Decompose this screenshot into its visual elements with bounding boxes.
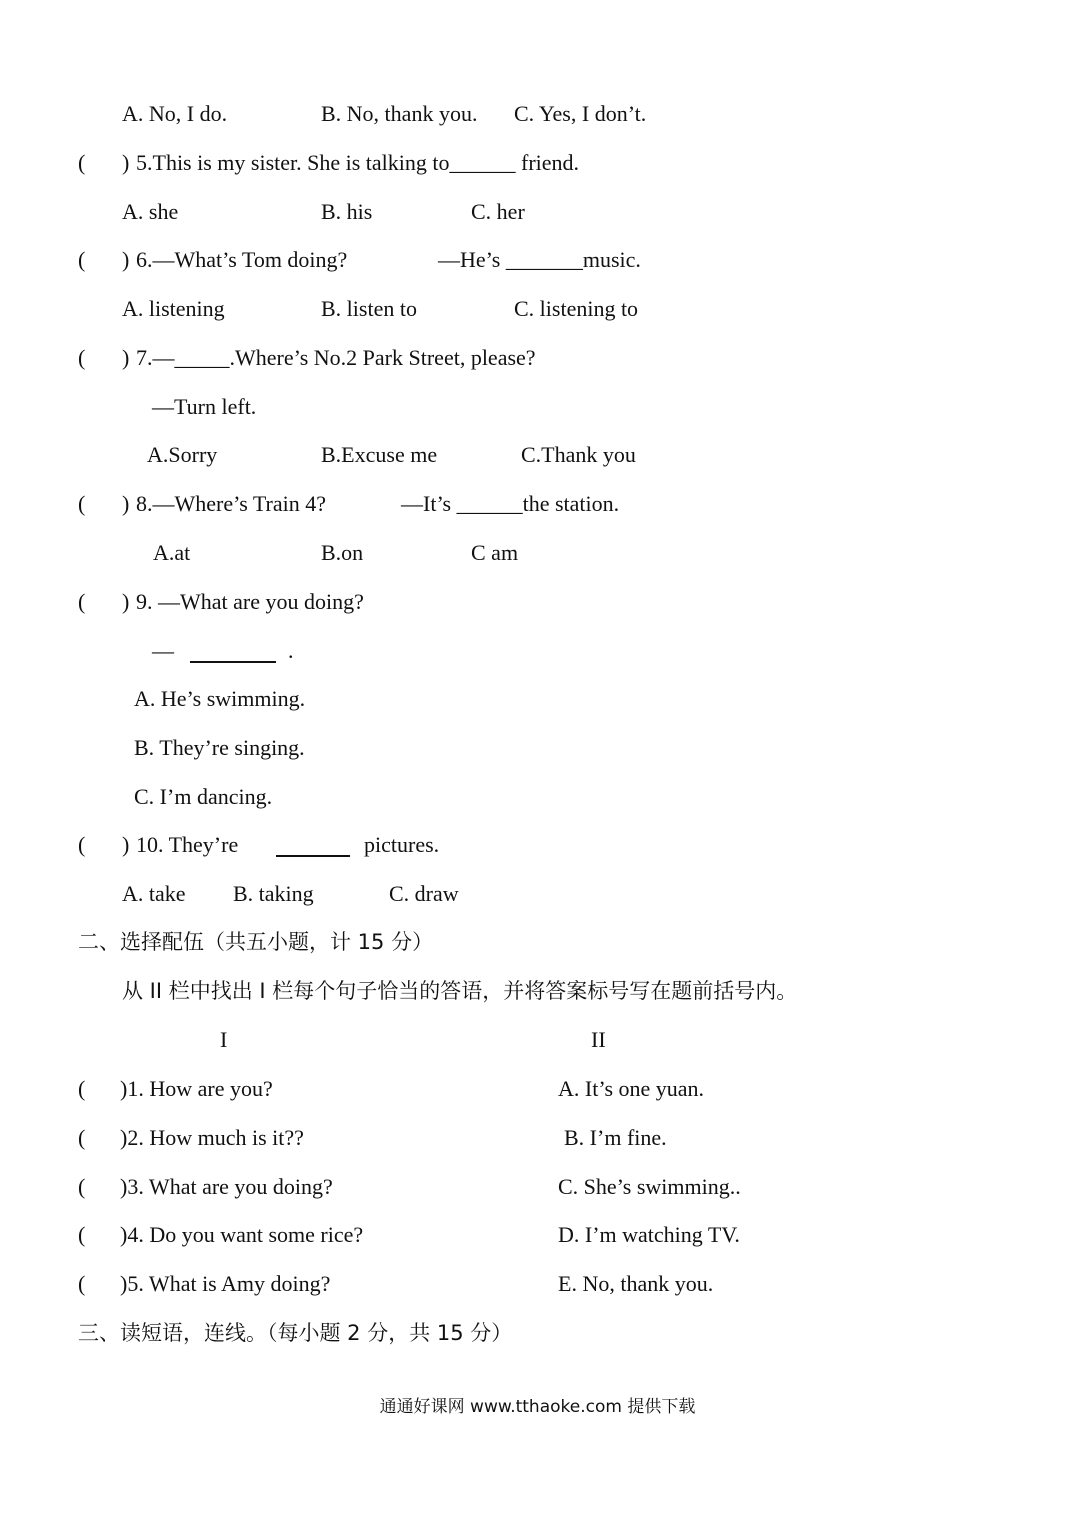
q10-option-b: B. taking	[233, 881, 314, 906]
q9-paren-close: )	[122, 589, 130, 614]
q8-paren-open: (	[78, 491, 86, 516]
match-answer-d: D. I’m watching TV.	[558, 1222, 740, 1247]
q6-paren-close: )	[122, 247, 130, 272]
q7-reply: —Turn left.	[152, 394, 257, 419]
match-item-2-paren: (	[78, 1125, 86, 1150]
q6-option-c: C. listening to	[514, 296, 639, 321]
q9-reply-end: .	[288, 638, 294, 663]
q5-paren-open: (	[78, 150, 86, 175]
q8-option-c: C am	[471, 540, 519, 565]
match-item-5-paren: (	[78, 1271, 86, 1296]
q9-option-a: A. He’s swimming.	[134, 686, 306, 711]
q7-stem: 7.—_____.Where’s No.2 Park Street, please?	[136, 345, 536, 370]
section2-instruction: 从 II 栏中找出 I 栏每个句子恰当的答语，并将答案标号写在题前括号内。	[122, 979, 798, 1003]
q9-option-b: B. They’re singing.	[134, 735, 305, 760]
q9-reply-dash: —	[152, 638, 174, 663]
match-answer-c: C. She’s swimming..	[558, 1174, 741, 1199]
q7-option-b: B.Excuse me	[321, 442, 438, 467]
match-item-4-paren: (	[78, 1222, 86, 1247]
q4-option-b: B. No, thank you.	[321, 101, 478, 126]
section2-column-2-header: II	[591, 1027, 606, 1052]
q8-paren-close: )	[122, 491, 130, 516]
q4-option-a: A. No, I do.	[122, 101, 228, 126]
match-item-1-question: )1. How are you?	[120, 1076, 273, 1101]
q5-option-c: C. her	[471, 199, 525, 224]
section2-title: 二、选择配伍（共五小题，计 15 分）	[78, 930, 434, 954]
q9-paren-open: (	[78, 589, 86, 614]
match-item-3-question: )3. What are you doing?	[120, 1174, 333, 1199]
q9-stem: 9. —What are you doing?	[136, 589, 364, 614]
q6-paren-open: (	[78, 247, 86, 272]
q10-answer-blank	[276, 831, 350, 864]
q10-stem: 10. They’re	[136, 832, 239, 857]
q6-stem-answer: —He’s _______music.	[438, 247, 641, 272]
match-item-3-paren: (	[78, 1174, 86, 1199]
page-footer: 通通好课网 www.tthaoke.com 提供下载	[379, 1397, 696, 1417]
q8-stem-answer: —It’s ______the station.	[401, 491, 620, 516]
match-item-2-question: )2. How much is it??	[120, 1125, 304, 1150]
q6-stem: 6.—What’s Tom doing?	[136, 247, 348, 272]
q10-paren-close: )	[122, 832, 130, 857]
q7-option-c: C.Thank you	[521, 442, 636, 467]
q7-paren-open: (	[78, 345, 86, 370]
q10-option-c: C. draw	[389, 881, 459, 906]
q9-answer-blank	[190, 637, 276, 670]
section3-title: 三、读短语，连线。（每小题 2 分，共 15 分）	[78, 1321, 513, 1345]
q5-stem: 5.This is my sister. She is talking to______ friend.	[136, 150, 580, 175]
q8-option-b: B.on	[321, 540, 364, 565]
q4-option-c: C. Yes, I don’t.	[514, 101, 647, 126]
q5-option-a: A. she	[122, 199, 179, 224]
match-answer-a: A. It’s one yuan.	[558, 1076, 705, 1101]
q10-paren-open: (	[78, 832, 86, 857]
match-item-4-question: )4. Do you want some rice?	[120, 1222, 364, 1247]
q9-option-c: C. I’m dancing.	[134, 784, 273, 809]
q10-stem-end: pictures.	[364, 832, 440, 857]
match-item-1-paren: (	[78, 1076, 86, 1101]
q5-paren-close: )	[122, 150, 130, 175]
q8-stem: 8.—Where’s Train 4?	[136, 491, 327, 516]
match-item-5-question: )5. What is Amy doing?	[120, 1271, 331, 1296]
q8-option-a: A.at	[153, 540, 191, 565]
q7-paren-close: )	[122, 345, 130, 370]
q5-option-b: B. his	[321, 199, 373, 224]
section2-column-1-header: I	[220, 1027, 228, 1052]
q6-option-b: B. listen to	[321, 296, 417, 321]
q7-option-a: A.Sorry	[147, 442, 218, 467]
q10-option-a: A. take	[122, 881, 186, 906]
q6-option-a: A. listening	[122, 296, 225, 321]
match-answer-b: B. I’m fine.	[564, 1125, 667, 1150]
match-answer-e: E. No, thank you.	[558, 1271, 714, 1296]
